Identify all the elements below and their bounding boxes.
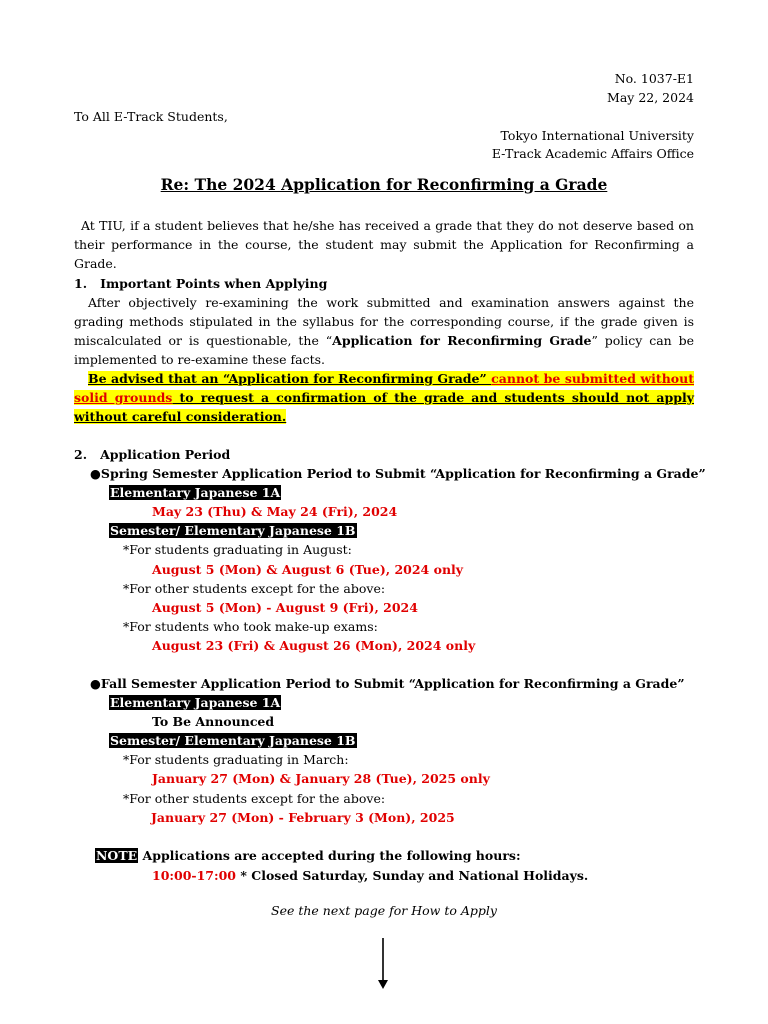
bullet-icon: ● [90, 676, 101, 691]
document-date: May 22, 2024 [607, 90, 694, 105]
policy-name: Application for Reconfirming Grade [332, 333, 592, 348]
warning-paragraph [74, 369, 694, 426]
addressee: To All E-Track Students, [74, 109, 228, 124]
spring-date-makeup: August 23 (Fri) & August 26 (Mon), 2024 only [152, 638, 476, 653]
fall-date-other: January 27 (Mon) - February 3 (Mon), 2025 [151, 810, 455, 825]
fall-date-march: January 27 (Mon) & January 28 (Tue), 2025 only [152, 771, 490, 786]
document-number: No. 1037-E1 [614, 71, 694, 86]
fall-tag-1b: Semester/ Elementary Japanese 1B [110, 733, 356, 748]
note-tag: NOTE [96, 848, 138, 863]
warning-text-end: to request a confirmation of the grade and students should not apply without careful consideration. [74, 390, 694, 424]
fall-tag-1a: Elementary Japanese 1A [110, 695, 281, 710]
section-1-heading: 1. Important Points when Applying [74, 276, 328, 291]
spring-note-other: *For other students except for the above: [123, 581, 386, 596]
down-arrow-icon [375, 938, 391, 990]
fall-tba: To Be Announced [152, 714, 275, 729]
document-title: Re: The 2024 Application for Reconfirming a Grade [160, 175, 608, 194]
spring-note-makeup: *For students who took make-up exams: [123, 619, 378, 634]
intro-paragraph: At TIU, if a student believes that he/she has received a grade that they do not deserve based on their performance in the course, the student may submit the Application for Reconfirming a Grade. [74, 218, 694, 271]
spring-tag-1b: Semester/ Elementary Japanese 1B [110, 523, 356, 538]
sender-office: E-Track Academic Affairs Office [491, 146, 694, 161]
bullet-icon: ● [90, 466, 101, 481]
fall-heading: ●Fall Semester Application Period to Submit “Application for Reconfirming a Grade” [90, 676, 685, 691]
section-2-heading: 2. Application Period [74, 447, 231, 462]
next-page-note: See the next page for How to Apply [271, 903, 497, 918]
section-1-paragraph: After objectively re-examining the work submitted and examination answers against the grading methods stipulated in the syllabus for the corresponding course, if the grade given is miscalculated or is questionable, the “Application for Reconfirming Grade” policy can be implemented to re-examine these facts. [74, 295, 694, 367]
spring-date-other: August 5 (Mon) - August 9 (Fri), 2024 [152, 600, 418, 615]
spring-tag-1a: Elementary Japanese 1A [110, 485, 281, 500]
warning-emphasis: cannot be submitted without solid grounds [74, 371, 694, 405]
office-hours: 10:00-17:00 * Closed Saturday, Sunday and National Holidays. [152, 868, 589, 883]
fall-note-other: *For other students except for the above: [123, 791, 386, 806]
spring-note-august: *For students graduating in August: [123, 542, 352, 557]
spring-date-1a: May 23 (Thu) & May 24 (Fri), 2024 [152, 504, 398, 519]
hours-note: NOTE Applications are accepted during the following hours: [96, 848, 521, 863]
hours-value: 10:00-17:00 [152, 868, 236, 883]
sender-organization: Tokyo International University [500, 128, 694, 143]
warning-text: Be advised that an “Application for Reconfirming Grade” [88, 371, 492, 386]
spring-heading: ●Spring Semester Application Period to Submit “Application for Reconfirming a Grade” [90, 466, 706, 481]
fall-note-march: *For students graduating in March: [123, 752, 349, 767]
spring-date-august: August 5 (Mon) & August 6 (Tue), 2024 only [152, 562, 464, 577]
